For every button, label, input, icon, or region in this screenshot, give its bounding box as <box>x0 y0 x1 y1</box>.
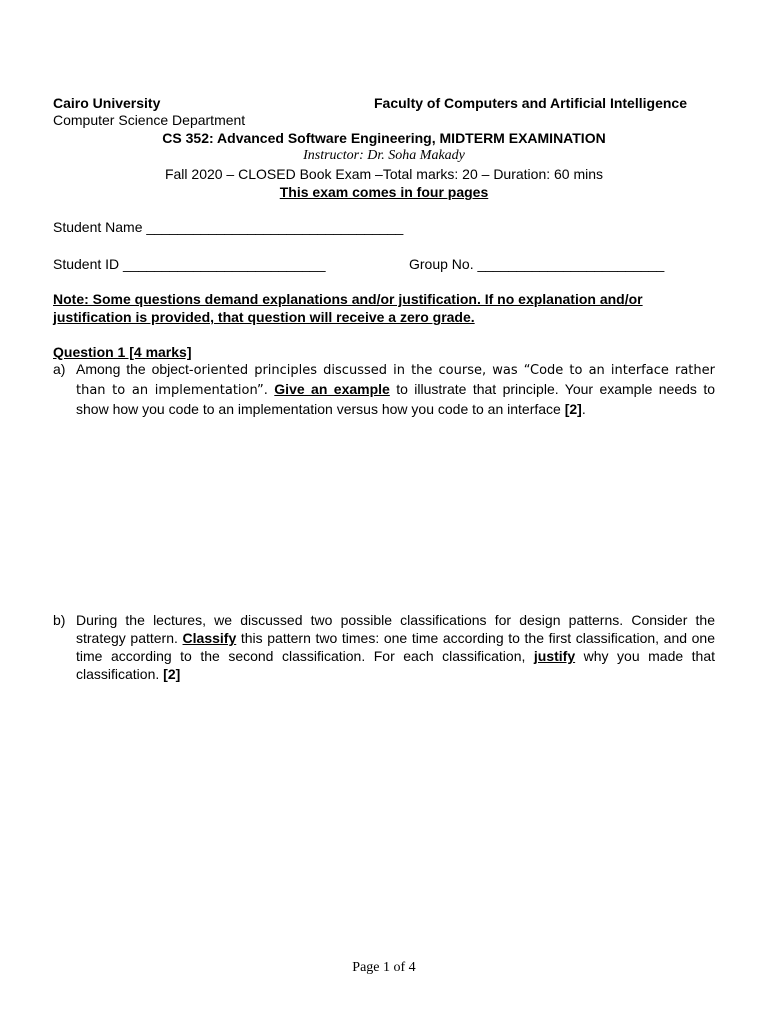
university-name: Cairo University <box>53 95 161 111</box>
note-line-2 <box>53 308 475 326</box>
question-1-title <box>53 343 192 361</box>
question-1b-label: b) <box>53 612 66 628</box>
question-1-title-text: Question 1 [4 marks] <box>53 344 192 360</box>
department-name: Computer Science Department <box>53 112 246 128</box>
question-1a-end: . <box>581 401 586 417</box>
note-line-1 <box>53 290 643 308</box>
question-1a-marks: [2] <box>564 401 582 417</box>
question-1a-part-2: oriented principles discussed in the course, was “Code to an interface rather than to an implementation”. <box>76 363 715 398</box>
faculty-name: Faculty of Computers and Artificial Intelligence <box>374 95 687 111</box>
pages-note <box>0 183 768 201</box>
note-line-1-text: Note: Some questions demand explanations and/or justification. If no explanation and/or <box>53 291 643 307</box>
page-number: Page 1 of 4 <box>352 960 416 975</box>
student-id-field: Student ID __________________________ <box>53 256 326 272</box>
question-1a-text <box>76 360 715 418</box>
question-1b-part-1: During the lectures, we discussed two possible classifications for design patterns. Consider the strategy pattern. <box>76 612 715 646</box>
question-1a-label: a) <box>53 361 66 377</box>
exam-info: Fall 2020 – CLOSED Book Exam –Total marks: 20 – Duration: 60 mins <box>164 166 604 182</box>
question-1b-emphasis-2: justify <box>533 648 576 664</box>
question-1b-part-2: this pattern two times: one time according to the first classification, and one time according to the second classification. For each classification, <box>76 630 716 664</box>
pages-note-text: This exam comes in four pages <box>279 184 489 200</box>
question-1b-emphasis-1: Classify <box>182 630 237 646</box>
question-1b-part-3: why you made that classification. <box>76 648 716 682</box>
course-title: CS 352: Advanced Software Engineering, MIDTERM EXAMINATION <box>162 130 606 146</box>
question-1a-emphasis: Give an example <box>274 381 390 397</box>
question-1a-part-3: to illustrate that principle. Your example needs to show how you code to an implementation versus how you code to an interface <box>76 381 715 417</box>
instructor-name: Instructor: Dr. Soha Makady <box>303 148 465 163</box>
note-line-2-text: justification is provided, that question will receive a zero grade. <box>53 309 475 325</box>
group-no-field: Group No. ________________________ <box>409 256 665 272</box>
question-1b-text <box>76 611 715 683</box>
question-1b-marks: [2] <box>163 666 181 682</box>
question-1a-part-1: Among the object- <box>76 361 194 377</box>
student-name-field: Student Name _________________________________ <box>53 219 404 235</box>
